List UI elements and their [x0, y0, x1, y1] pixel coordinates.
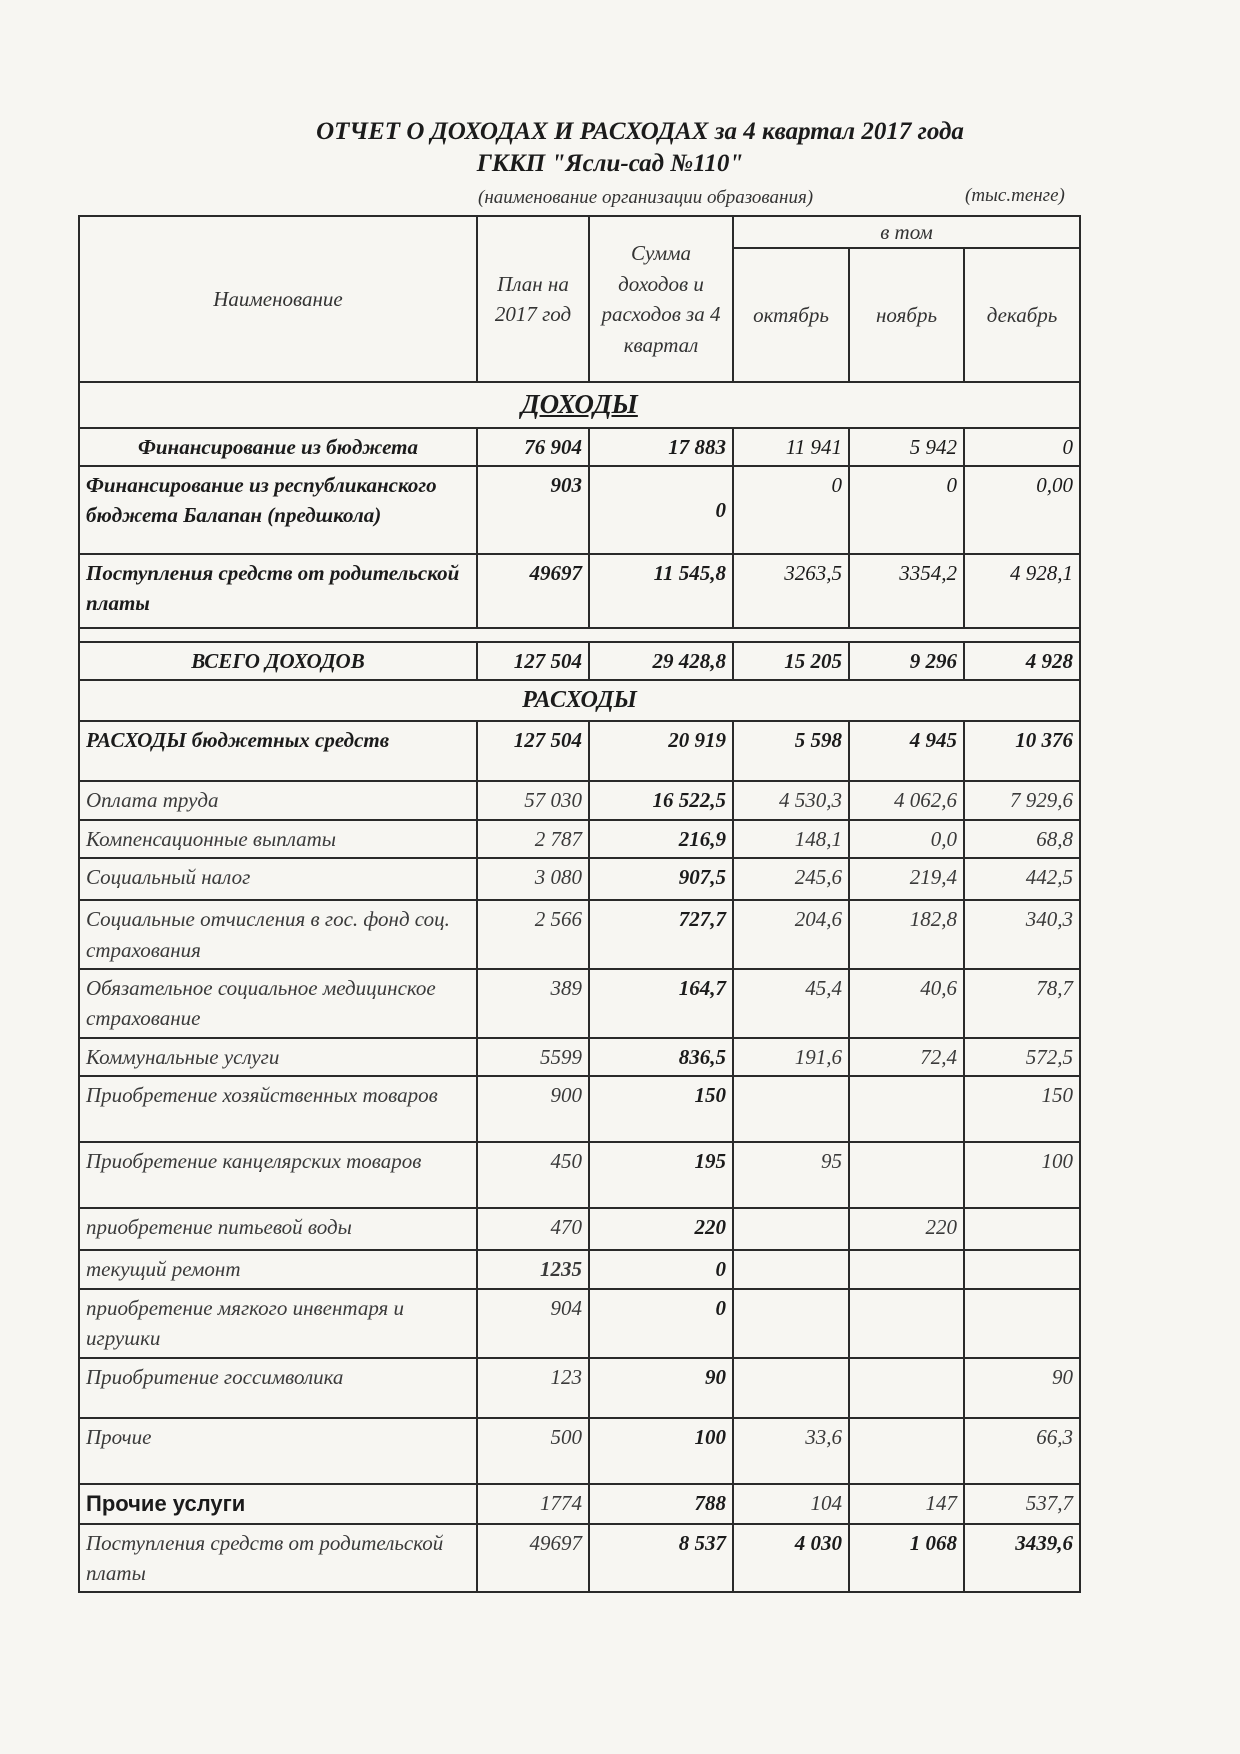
- col-header-name: Наименование: [79, 216, 477, 382]
- row-oct: 11 941: [733, 428, 849, 466]
- row-plan: 3 080: [477, 858, 589, 900]
- row-nov: [849, 1358, 964, 1418]
- table-row: [79, 858, 1080, 900]
- row-nov: 4 062,6: [849, 781, 964, 819]
- section-expenses-title: РАСХОДЫ: [79, 680, 1080, 721]
- col-header-oct: октябрь: [733, 248, 849, 382]
- row-name: Приобретение канцелярских товаров: [79, 1142, 477, 1208]
- row-name: Финансирование из бюджета: [79, 428, 477, 466]
- table-row: [79, 900, 1080, 969]
- row-plan: 2 566: [477, 900, 589, 969]
- row-plan: 1235: [477, 1250, 589, 1288]
- row-sum: 20 919: [589, 721, 733, 781]
- table-row: [79, 820, 1080, 858]
- row-name: текущий ремонт: [79, 1250, 477, 1288]
- row-plan: 49697: [477, 1524, 589, 1593]
- row-dec: 4 928: [964, 642, 1080, 680]
- row-oct: 33,6: [733, 1418, 849, 1484]
- col-header-plan: План на 2017 год: [477, 216, 589, 382]
- currency-unit: (тыс.тенге): [965, 185, 1065, 206]
- row-nov: 0: [849, 466, 964, 554]
- report-title: ОТЧЕТ О ДОХОДАХ И РАСХОДАХ за 4 квартал 2017 года: [316, 118, 964, 145]
- row-plan: 389: [477, 969, 589, 1038]
- row-dec: 340,3: [964, 900, 1080, 969]
- organization-caption: (наименование организации образования): [478, 187, 814, 208]
- table-row: [79, 466, 1080, 554]
- row-dec: 100: [964, 1142, 1080, 1208]
- row-plan: 904: [477, 1289, 589, 1358]
- income-total-row: [79, 642, 1080, 680]
- row-dec: 78,7: [964, 969, 1080, 1038]
- row-sum: 16 522,5: [589, 781, 733, 819]
- row-dec: 442,5: [964, 858, 1080, 900]
- row-nov: [849, 1076, 964, 1142]
- table-row: [79, 428, 1080, 466]
- row-sum: 17 883: [589, 428, 733, 466]
- row-nov: 72,4: [849, 1038, 964, 1076]
- row-name: Компенсационные выплаты: [79, 820, 477, 858]
- row-dec: 10 376: [964, 721, 1080, 781]
- row-oct: 15 205: [733, 642, 849, 680]
- row-oct: 4 530,3: [733, 781, 849, 819]
- row-oct: 191,6: [733, 1038, 849, 1076]
- table-row: [79, 969, 1080, 1038]
- other-services-row: [79, 1484, 1080, 1524]
- row-sum: 29 428,8: [589, 642, 733, 680]
- row-sum: 788: [589, 1484, 733, 1524]
- row-name: приобретение питьевой воды: [79, 1208, 477, 1250]
- row-name: Поступления средств от родительской платы: [79, 554, 477, 628]
- row-plan: 903: [477, 466, 589, 554]
- row-sum: 0: [589, 1250, 733, 1288]
- col-header-group: в том: [733, 216, 1080, 248]
- row-plan: 57 030: [477, 781, 589, 819]
- table-row: [79, 781, 1080, 819]
- table-row: [79, 1208, 1080, 1250]
- row-dec: [964, 1289, 1080, 1358]
- row-oct: [733, 1076, 849, 1142]
- table-row: [79, 1358, 1080, 1418]
- row-name: Прочие: [79, 1418, 477, 1484]
- row-sum: 164,7: [589, 969, 733, 1038]
- spacer-cell: [79, 628, 1080, 642]
- row-plan: 76 904: [477, 428, 589, 466]
- row-oct: [733, 1289, 849, 1358]
- row-sum: 90: [589, 1358, 733, 1418]
- row-nov: 0,0: [849, 820, 964, 858]
- row-name: РАСХОДЫ бюджетных средств: [79, 721, 477, 781]
- row-nov: 147: [849, 1484, 964, 1524]
- row-sum: 150: [589, 1076, 733, 1142]
- row-dec: 150: [964, 1076, 1080, 1142]
- row-dec: [964, 1208, 1080, 1250]
- expense-rows: [79, 781, 1080, 1483]
- row-dec: 3439,6: [964, 1524, 1080, 1593]
- row-oct: 4 030: [733, 1524, 849, 1593]
- parent-fees-row: [79, 1524, 1080, 1593]
- row-dec: 0: [964, 428, 1080, 466]
- row-name: ВСЕГО ДОХОДОВ: [79, 642, 477, 680]
- row-nov: 40,6: [849, 969, 964, 1038]
- row-nov: 220: [849, 1208, 964, 1250]
- row-dec: 0,00: [964, 466, 1080, 554]
- table-row: [79, 1289, 1080, 1358]
- row-oct: 204,6: [733, 900, 849, 969]
- row-sum: 0: [589, 1289, 733, 1358]
- row-nov: 5 942: [849, 428, 964, 466]
- row-plan: 49697: [477, 554, 589, 628]
- income-expense-table: [78, 215, 1081, 1593]
- row-dec: [964, 1250, 1080, 1288]
- row-name: Оплата труда: [79, 781, 477, 819]
- row-dec: 4 928,1: [964, 554, 1080, 628]
- row-nov: 219,4: [849, 858, 964, 900]
- row-plan: 900: [477, 1076, 589, 1142]
- row-name: Приобретение хозяйственных товаров: [79, 1076, 477, 1142]
- row-nov: 4 945: [849, 721, 964, 781]
- row-sum: 0: [589, 466, 733, 554]
- row-dec: 572,5: [964, 1038, 1080, 1076]
- row-sum: 11 545,8: [589, 554, 733, 628]
- row-sum: 220: [589, 1208, 733, 1250]
- row-plan: 5599: [477, 1038, 589, 1076]
- row-name: Коммунальные услуги: [79, 1038, 477, 1076]
- row-oct: 0: [733, 466, 849, 554]
- row-nov: 9 296: [849, 642, 964, 680]
- table-row: [79, 1038, 1080, 1076]
- col-header-dec: декабрь: [964, 248, 1080, 382]
- row-sum: 836,5: [589, 1038, 733, 1076]
- row-plan: 1774: [477, 1484, 589, 1524]
- row-name: приобретение мягкого инвентаря и игрушки: [79, 1289, 477, 1358]
- row-nov: [849, 1142, 964, 1208]
- row-plan: 2 787: [477, 820, 589, 858]
- table-row: [79, 554, 1080, 628]
- col-header-nov: ноябрь: [849, 248, 964, 382]
- row-oct: [733, 1250, 849, 1288]
- row-sum: 907,5: [589, 858, 733, 900]
- row-oct: 95: [733, 1142, 849, 1208]
- row-nov: 3354,2: [849, 554, 964, 628]
- row-name: Финансирование из республиканского бюджета Балапан (предшкола): [79, 466, 477, 554]
- row-oct: 245,6: [733, 858, 849, 900]
- row-nov: 1 068: [849, 1524, 964, 1593]
- table-row: [79, 1142, 1080, 1208]
- row-plan: 127 504: [477, 642, 589, 680]
- row-dec: 68,8: [964, 820, 1080, 858]
- row-name: Приобритение госсимволика: [79, 1358, 477, 1418]
- row-plan: 470: [477, 1208, 589, 1250]
- row-name: Поступления средств от родительской платы: [79, 1524, 477, 1593]
- spacer-row: [79, 628, 1080, 642]
- row-sum: 8 537: [589, 1524, 733, 1593]
- table-row: [79, 1076, 1080, 1142]
- row-oct: [733, 1208, 849, 1250]
- section-expenses: [79, 680, 1080, 721]
- row-oct: 148,1: [733, 820, 849, 858]
- row-name: Социальные отчисления в гос. фонд соц. страхования: [79, 900, 477, 969]
- row-oct: 104: [733, 1484, 849, 1524]
- row-plan: 450: [477, 1142, 589, 1208]
- row-nov: [849, 1418, 964, 1484]
- row-sum: 216,9: [589, 820, 733, 858]
- table-row: [79, 1250, 1080, 1288]
- row-name: Социальный налог: [79, 858, 477, 900]
- row-plan: 123: [477, 1358, 589, 1418]
- row-name: Прочие услуги: [79, 1484, 477, 1524]
- row-oct: 3263,5: [733, 554, 849, 628]
- budget-expenses-row: [79, 721, 1080, 781]
- row-sum: 100: [589, 1418, 733, 1484]
- row-oct: [733, 1358, 849, 1418]
- row-nov: 182,8: [849, 900, 964, 969]
- row-dec: 66,3: [964, 1418, 1080, 1484]
- col-header-sum: Сумма доходов и расходов за 4 квартал: [589, 216, 733, 382]
- row-sum: 195: [589, 1142, 733, 1208]
- section-income: [79, 382, 1080, 427]
- row-dec: 7 929,6: [964, 781, 1080, 819]
- section-income-title: ДОХОДЫ: [79, 382, 1080, 427]
- row-nov: [849, 1289, 964, 1358]
- row-sum: 727,7: [589, 900, 733, 969]
- row-dec: 90: [964, 1358, 1080, 1418]
- row-plan: 127 504: [477, 721, 589, 781]
- row-name: Обязательное социальное медицинское страхование: [79, 969, 477, 1038]
- row-dec: 537,7: [964, 1484, 1080, 1524]
- row-oct: 5 598: [733, 721, 849, 781]
- organization-name: ГККП "Ясли-сад №110": [476, 150, 744, 177]
- row-oct: 45,4: [733, 969, 849, 1038]
- row-plan: 500: [477, 1418, 589, 1484]
- row-nov: [849, 1250, 964, 1288]
- table-row: [79, 1418, 1080, 1484]
